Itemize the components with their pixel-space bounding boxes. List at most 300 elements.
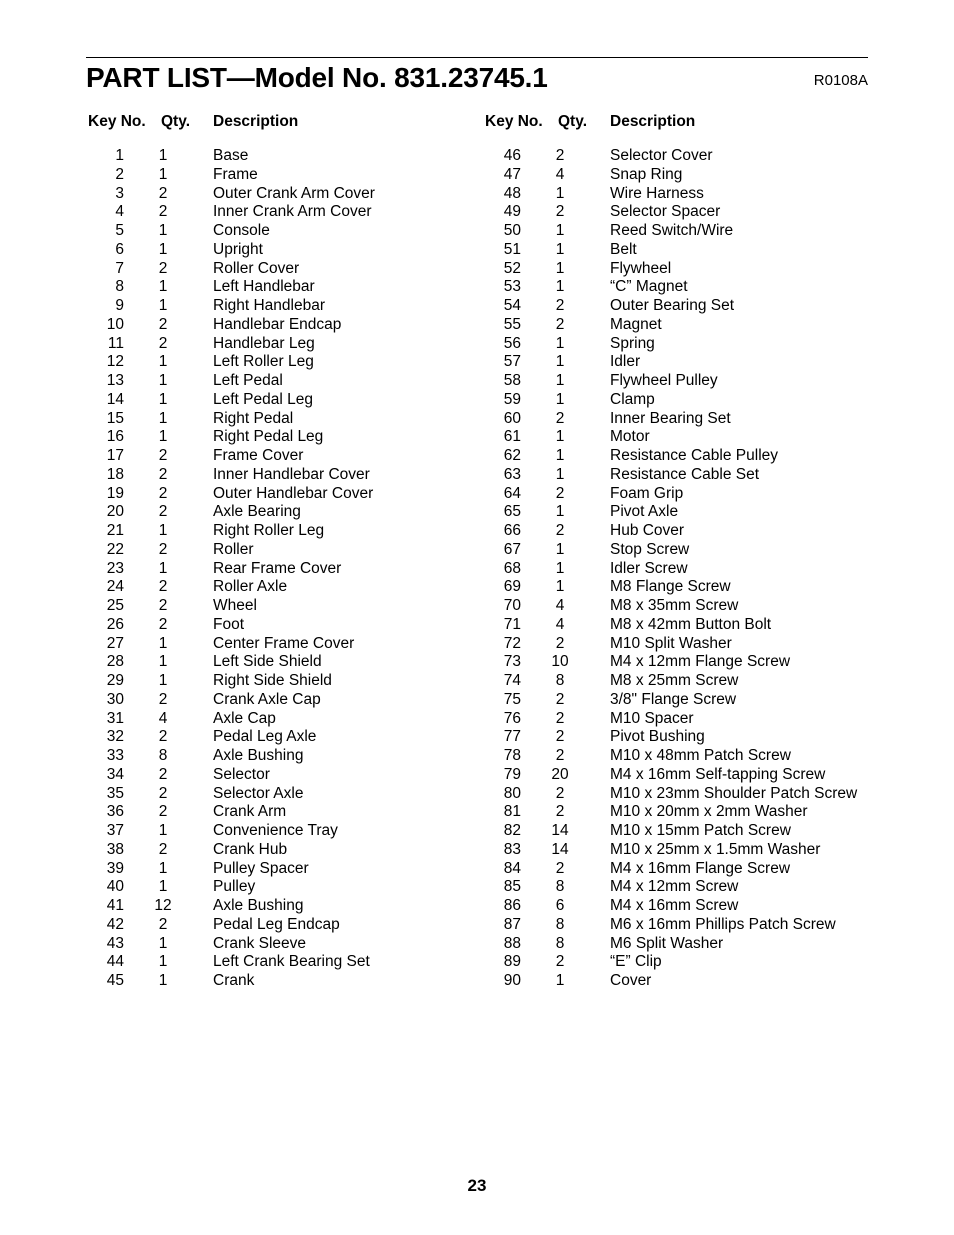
table-row bbox=[483, 222, 883, 241]
key-number: 52 bbox=[503, 259, 521, 277]
key-number: 53 bbox=[503, 278, 521, 296]
quantity: 2 bbox=[555, 297, 565, 314]
quantity: 1 bbox=[158, 972, 168, 989]
part-description: Selector Axle bbox=[213, 784, 304, 802]
part-description: Flywheel bbox=[610, 259, 672, 277]
key-number: 12 bbox=[106, 353, 124, 371]
table-row bbox=[86, 447, 486, 466]
key-number: 9 bbox=[115, 297, 124, 314]
part-description: Inner Handlebar Cover bbox=[213, 465, 370, 483]
header-key-no: Key No. bbox=[485, 113, 543, 130]
key-number: 17 bbox=[106, 447, 124, 464]
part-description: M4 x 16mm Flange Screw bbox=[610, 859, 791, 877]
quantity: 2 bbox=[555, 690, 565, 708]
key-number: 77 bbox=[503, 728, 521, 746]
part-description: Crank bbox=[213, 972, 255, 989]
part-description: M10 x 23mm Shoulder Patch Screw bbox=[610, 784, 858, 802]
part-description: M10 x 48mm Patch Screw bbox=[610, 747, 791, 764]
quantity: 8 bbox=[555, 878, 565, 896]
table-row bbox=[86, 203, 486, 222]
key-number: 51 bbox=[503, 240, 521, 258]
key-number: 72 bbox=[503, 634, 521, 652]
key-number: 18 bbox=[106, 465, 124, 483]
part-description: Right Side Shield bbox=[213, 672, 332, 689]
quantity: 1 bbox=[158, 222, 168, 239]
table-row bbox=[483, 616, 883, 635]
quantity: 4 bbox=[555, 615, 565, 633]
table-row bbox=[483, 860, 883, 879]
part-description: Motor bbox=[610, 428, 650, 446]
table-row bbox=[86, 316, 486, 335]
part-description: M8 x 42mm Button Bolt bbox=[610, 615, 772, 633]
part-description: Inner Bearing Set bbox=[610, 409, 731, 427]
part-description: Crank Arm bbox=[213, 803, 287, 821]
part-description: Axle Bushing bbox=[213, 897, 304, 914]
part-description: M10 x 25mm x 1.5mm Washer bbox=[610, 840, 821, 858]
part-description: Left Pedal bbox=[213, 372, 283, 389]
key-number: 27 bbox=[106, 634, 124, 652]
key-number: 35 bbox=[106, 784, 124, 802]
key-number: 73 bbox=[503, 653, 521, 671]
part-description: Crank Hub bbox=[213, 840, 288, 858]
table-row bbox=[86, 297, 486, 316]
key-number: 7 bbox=[115, 259, 124, 277]
table-row bbox=[86, 710, 486, 729]
header-description: Description bbox=[610, 113, 696, 130]
quantity: 1 bbox=[158, 409, 168, 427]
table-row bbox=[86, 616, 486, 635]
part-description: “C” Magnet bbox=[610, 278, 688, 296]
quantity: 2 bbox=[555, 484, 565, 502]
key-number: 11 bbox=[107, 334, 124, 352]
key-number: 30 bbox=[106, 690, 124, 708]
table-row bbox=[86, 428, 486, 447]
page-title: PART LIST—Model No. 831.23745.1 bbox=[86, 62, 548, 93]
part-description: Selector Cover bbox=[610, 147, 713, 164]
table-row bbox=[483, 541, 883, 560]
table-row bbox=[483, 878, 883, 897]
part-description: Crank Axle Cap bbox=[213, 690, 321, 708]
quantity: 1 bbox=[158, 147, 168, 164]
key-number: 61 bbox=[503, 428, 521, 446]
part-description: Resistance Cable Set bbox=[610, 465, 760, 483]
part-description: Right Pedal Leg bbox=[213, 428, 324, 446]
part-description: Pivot Axle bbox=[610, 503, 679, 521]
key-number: 55 bbox=[503, 315, 521, 333]
part-description: Outer Handlebar Cover bbox=[213, 484, 374, 502]
part-description: Axle Cap bbox=[213, 709, 276, 727]
part-description: Wire Harness bbox=[610, 184, 704, 202]
key-number: 71 bbox=[503, 615, 521, 633]
part-description: M4 x 12mm Flange Screw bbox=[610, 653, 791, 671]
part-description: Foot bbox=[213, 615, 245, 633]
header-qty: Qty. bbox=[558, 113, 587, 130]
quantity: 1 bbox=[158, 934, 168, 952]
key-number: 33 bbox=[106, 747, 124, 764]
key-number: 25 bbox=[106, 597, 124, 614]
part-description: Left Roller Leg bbox=[213, 353, 314, 371]
part-description: M10 x 15mm Patch Screw bbox=[610, 822, 791, 839]
key-number: 26 bbox=[106, 615, 124, 633]
header-key-no: Key No. bbox=[88, 113, 146, 130]
quantity: 1 bbox=[158, 653, 168, 671]
table-row bbox=[483, 822, 883, 841]
key-number: 10 bbox=[106, 315, 124, 333]
quantity: 2 bbox=[158, 840, 168, 858]
part-description: “E” Clip bbox=[610, 953, 662, 971]
part-description: Handlebar Leg bbox=[213, 334, 315, 352]
key-number: 83 bbox=[503, 840, 521, 858]
quantity: 6 bbox=[555, 897, 565, 914]
key-number: 13 bbox=[106, 372, 124, 389]
page-number: 23 bbox=[467, 1176, 487, 1195]
part-description: Flywheel Pulley bbox=[610, 372, 718, 389]
quantity: 2 bbox=[158, 484, 168, 502]
quantity: 1 bbox=[555, 559, 565, 577]
part-description: Left Pedal Leg bbox=[213, 390, 313, 408]
part-description: Reed Switch/Wire bbox=[610, 222, 734, 239]
quantity: 4 bbox=[555, 597, 565, 614]
key-number: 80 bbox=[503, 784, 521, 802]
quantity: 2 bbox=[158, 803, 168, 821]
quantity: 8 bbox=[555, 934, 565, 952]
table-row bbox=[86, 578, 486, 597]
quantity: 12 bbox=[154, 897, 172, 914]
part-description: Crank Sleeve bbox=[213, 934, 307, 952]
table-row bbox=[483, 503, 883, 522]
table-row bbox=[86, 672, 486, 691]
table-row bbox=[483, 522, 883, 541]
part-description: M4 x 16mm Self-tapping Screw bbox=[610, 765, 826, 783]
quantity: 2 bbox=[158, 465, 168, 483]
quantity: 1 bbox=[555, 428, 565, 446]
table-row bbox=[86, 897, 486, 916]
quantity: 1 bbox=[555, 278, 565, 296]
quantity: 1 bbox=[158, 165, 168, 183]
table-row bbox=[86, 635, 486, 654]
part-description: Idler bbox=[610, 353, 641, 371]
table-row bbox=[483, 353, 883, 372]
quantity: 4 bbox=[555, 165, 565, 183]
table-row bbox=[483, 803, 883, 822]
key-number: 85 bbox=[503, 878, 521, 896]
key-number: 21 bbox=[106, 522, 124, 539]
key-number: 20 bbox=[106, 503, 124, 521]
table-row bbox=[86, 822, 486, 841]
table-row bbox=[483, 691, 883, 710]
key-number: 40 bbox=[106, 878, 124, 896]
parts-list-left bbox=[86, 147, 486, 991]
quantity: 1 bbox=[555, 240, 565, 258]
quantity: 2 bbox=[158, 203, 168, 221]
key-number: 48 bbox=[503, 184, 521, 202]
key-number: 29 bbox=[106, 672, 124, 689]
part-description: Center Frame Cover bbox=[213, 634, 355, 652]
quantity: 2 bbox=[555, 634, 565, 652]
key-number: 63 bbox=[503, 465, 521, 483]
table-row bbox=[483, 241, 883, 260]
key-number: 41 bbox=[106, 897, 124, 914]
table-row bbox=[483, 316, 883, 335]
part-description: Selector Spacer bbox=[610, 203, 721, 221]
part-description: Convenience Tray bbox=[213, 822, 338, 839]
key-number: 66 bbox=[503, 522, 521, 539]
table-row bbox=[483, 672, 883, 691]
key-number: 22 bbox=[106, 540, 124, 558]
table-row bbox=[86, 485, 486, 504]
quantity: 2 bbox=[158, 315, 168, 333]
table-row bbox=[483, 785, 883, 804]
part-description: Spring bbox=[610, 334, 655, 352]
key-number: 56 bbox=[503, 334, 521, 352]
table-row bbox=[86, 728, 486, 747]
table-row bbox=[86, 785, 486, 804]
part-description: Left Side Shield bbox=[213, 653, 322, 671]
quantity: 1 bbox=[555, 503, 565, 521]
quantity: 1 bbox=[555, 334, 565, 352]
quantity: 8 bbox=[555, 915, 565, 933]
quantity: 14 bbox=[551, 840, 569, 858]
part-description: M6 Split Washer bbox=[610, 934, 724, 952]
part-description: M8 x 35mm Screw bbox=[610, 597, 739, 614]
table-row bbox=[86, 935, 486, 954]
key-number: 49 bbox=[503, 203, 521, 221]
key-number: 2 bbox=[115, 165, 124, 183]
table-row bbox=[483, 897, 883, 916]
part-description: Pulley bbox=[213, 878, 256, 896]
table-row bbox=[86, 335, 486, 354]
part-description: Inner Crank Arm Cover bbox=[213, 203, 372, 221]
table-row bbox=[483, 428, 883, 447]
table-row bbox=[86, 222, 486, 241]
key-number: 75 bbox=[503, 690, 521, 708]
quantity: 2 bbox=[555, 953, 565, 971]
quantity: 10 bbox=[551, 653, 569, 671]
table-row bbox=[483, 278, 883, 297]
table-row bbox=[86, 841, 486, 860]
key-number: 44 bbox=[106, 953, 124, 971]
table-row bbox=[483, 916, 883, 935]
table-row bbox=[86, 503, 486, 522]
table-row bbox=[483, 935, 883, 954]
key-number: 23 bbox=[106, 559, 124, 577]
part-description: M6 x 16mm Phillips Patch Screw bbox=[610, 915, 836, 933]
table-row bbox=[86, 653, 486, 672]
part-description: M10 Split Washer bbox=[610, 634, 732, 652]
document-code: R0108A bbox=[813, 72, 868, 89]
table-row bbox=[86, 953, 486, 972]
key-number: 39 bbox=[106, 859, 124, 877]
key-number: 46 bbox=[503, 147, 521, 164]
table-row bbox=[86, 185, 486, 204]
key-number: 87 bbox=[503, 915, 521, 933]
quantity: 1 bbox=[158, 278, 168, 296]
quantity: 2 bbox=[158, 597, 168, 614]
header-description: Description bbox=[213, 113, 299, 130]
part-description: Foam Grip bbox=[610, 484, 684, 502]
key-number: 68 bbox=[503, 559, 521, 577]
key-number: 79 bbox=[503, 765, 521, 783]
key-number: 74 bbox=[503, 672, 521, 689]
table-row bbox=[86, 860, 486, 879]
table-row bbox=[86, 803, 486, 822]
table-row bbox=[483, 297, 883, 316]
part-description: Right Roller Leg bbox=[213, 522, 325, 539]
part-description: Outer Crank Arm Cover bbox=[213, 184, 375, 202]
key-number: 82 bbox=[503, 822, 521, 839]
key-number: 15 bbox=[106, 409, 124, 427]
table-row bbox=[483, 635, 883, 654]
quantity: 1 bbox=[158, 522, 168, 539]
quantity: 2 bbox=[158, 784, 168, 802]
part-description: 3/8" Flange Screw bbox=[610, 690, 737, 708]
quantity: 2 bbox=[555, 409, 565, 427]
key-number: 45 bbox=[106, 972, 124, 989]
key-number: 47 bbox=[503, 165, 521, 183]
part-description: Idler Screw bbox=[610, 559, 688, 577]
header-qty: Qty. bbox=[161, 113, 190, 130]
quantity: 1 bbox=[555, 184, 565, 202]
column-header-row bbox=[86, 112, 486, 132]
part-description: Pedal Leg Endcap bbox=[213, 915, 340, 933]
quantity: 2 bbox=[555, 147, 565, 164]
quantity: 2 bbox=[555, 522, 565, 539]
quantity: 1 bbox=[555, 465, 565, 483]
key-number: 81 bbox=[503, 803, 521, 821]
quantity: 1 bbox=[555, 540, 565, 558]
part-description: Base bbox=[213, 147, 249, 164]
quantity: 2 bbox=[158, 765, 168, 783]
table-row bbox=[86, 353, 486, 372]
table-row bbox=[483, 260, 883, 279]
quantity: 2 bbox=[555, 747, 565, 764]
table-row bbox=[86, 597, 486, 616]
table-row bbox=[86, 541, 486, 560]
key-number: 64 bbox=[503, 484, 521, 502]
key-number: 32 bbox=[106, 728, 124, 746]
quantity: 1 bbox=[158, 559, 168, 577]
part-description: Belt bbox=[610, 240, 637, 258]
part-description: Resistance Cable Pulley bbox=[610, 447, 779, 464]
quantity: 2 bbox=[555, 315, 565, 333]
table-row bbox=[483, 166, 883, 185]
part-description: Cover bbox=[610, 972, 652, 989]
quantity: 14 bbox=[551, 822, 569, 839]
quantity: 2 bbox=[158, 728, 168, 746]
quantity: 2 bbox=[158, 259, 168, 277]
quantity: 2 bbox=[555, 709, 565, 727]
quantity: 1 bbox=[555, 578, 565, 596]
part-description: Wheel bbox=[213, 597, 257, 614]
table-row bbox=[86, 972, 486, 991]
key-number: 62 bbox=[503, 447, 521, 464]
part-description: Handlebar Endcap bbox=[213, 315, 342, 333]
table-row bbox=[483, 953, 883, 972]
part-description: Stop Screw bbox=[610, 540, 690, 558]
table-row bbox=[483, 391, 883, 410]
key-number: 37 bbox=[106, 822, 124, 839]
key-number: 50 bbox=[503, 222, 521, 239]
part-description: Rear Frame Cover bbox=[213, 559, 342, 577]
quantity: 1 bbox=[158, 634, 168, 652]
quantity: 2 bbox=[555, 859, 565, 877]
quantity: 2 bbox=[158, 334, 168, 352]
column-header-row bbox=[483, 112, 883, 132]
table-row bbox=[86, 166, 486, 185]
quantity: 2 bbox=[555, 203, 565, 221]
table-row bbox=[86, 691, 486, 710]
part-description: Right Pedal bbox=[213, 409, 294, 427]
quantity: 2 bbox=[555, 728, 565, 746]
part-description: Upright bbox=[213, 240, 263, 258]
key-number: 65 bbox=[503, 503, 521, 521]
part-description: Snap Ring bbox=[610, 165, 683, 183]
quantity: 8 bbox=[158, 747, 168, 764]
key-number: 34 bbox=[106, 765, 124, 783]
part-description: M8 x 25mm Screw bbox=[610, 672, 739, 689]
quantity: 2 bbox=[555, 803, 565, 821]
quantity: 1 bbox=[158, 240, 168, 258]
part-description: Pedal Leg Axle bbox=[213, 728, 317, 746]
key-number: 69 bbox=[503, 578, 521, 596]
key-number: 4 bbox=[115, 203, 124, 221]
table-row bbox=[483, 560, 883, 579]
key-number: 28 bbox=[106, 653, 124, 671]
table-row bbox=[483, 372, 883, 391]
table-row bbox=[86, 147, 486, 166]
quantity: 2 bbox=[555, 784, 565, 802]
table-row bbox=[86, 391, 486, 410]
table-row bbox=[483, 597, 883, 616]
quantity: 1 bbox=[158, 672, 168, 689]
top-rule bbox=[86, 57, 868, 58]
quantity: 2 bbox=[158, 915, 168, 933]
part-description: Axle Bushing bbox=[213, 747, 304, 764]
part-description: Frame Cover bbox=[213, 447, 304, 464]
part-description: Selector bbox=[213, 765, 270, 783]
quantity: 2 bbox=[158, 540, 168, 558]
key-number: 19 bbox=[106, 484, 124, 502]
table-row bbox=[86, 466, 486, 485]
key-number: 58 bbox=[503, 372, 521, 389]
quantity: 1 bbox=[158, 390, 168, 408]
table-row bbox=[483, 447, 883, 466]
part-description: Pulley Spacer bbox=[213, 859, 309, 877]
key-number: 31 bbox=[106, 709, 124, 727]
key-number: 86 bbox=[503, 897, 521, 914]
part-description: Magnet bbox=[610, 315, 662, 333]
part-description: M4 x 16mm Screw bbox=[610, 897, 739, 914]
table-row bbox=[86, 766, 486, 785]
table-row bbox=[483, 203, 883, 222]
quantity: 1 bbox=[555, 390, 565, 408]
part-description: Roller bbox=[213, 540, 254, 558]
table-row bbox=[483, 841, 883, 860]
table-row bbox=[86, 878, 486, 897]
key-number: 89 bbox=[503, 953, 521, 971]
table-row bbox=[483, 185, 883, 204]
part-description: M4 x 12mm Screw bbox=[610, 878, 739, 896]
table-row bbox=[483, 466, 883, 485]
part-description: Clamp bbox=[610, 390, 655, 408]
table-row bbox=[86, 410, 486, 429]
quantity: 1 bbox=[555, 972, 565, 989]
key-number: 5 bbox=[115, 222, 124, 239]
key-number: 42 bbox=[106, 915, 124, 933]
key-number: 36 bbox=[106, 803, 124, 821]
quantity: 1 bbox=[555, 353, 565, 371]
part-description: Outer Bearing Set bbox=[610, 297, 735, 314]
